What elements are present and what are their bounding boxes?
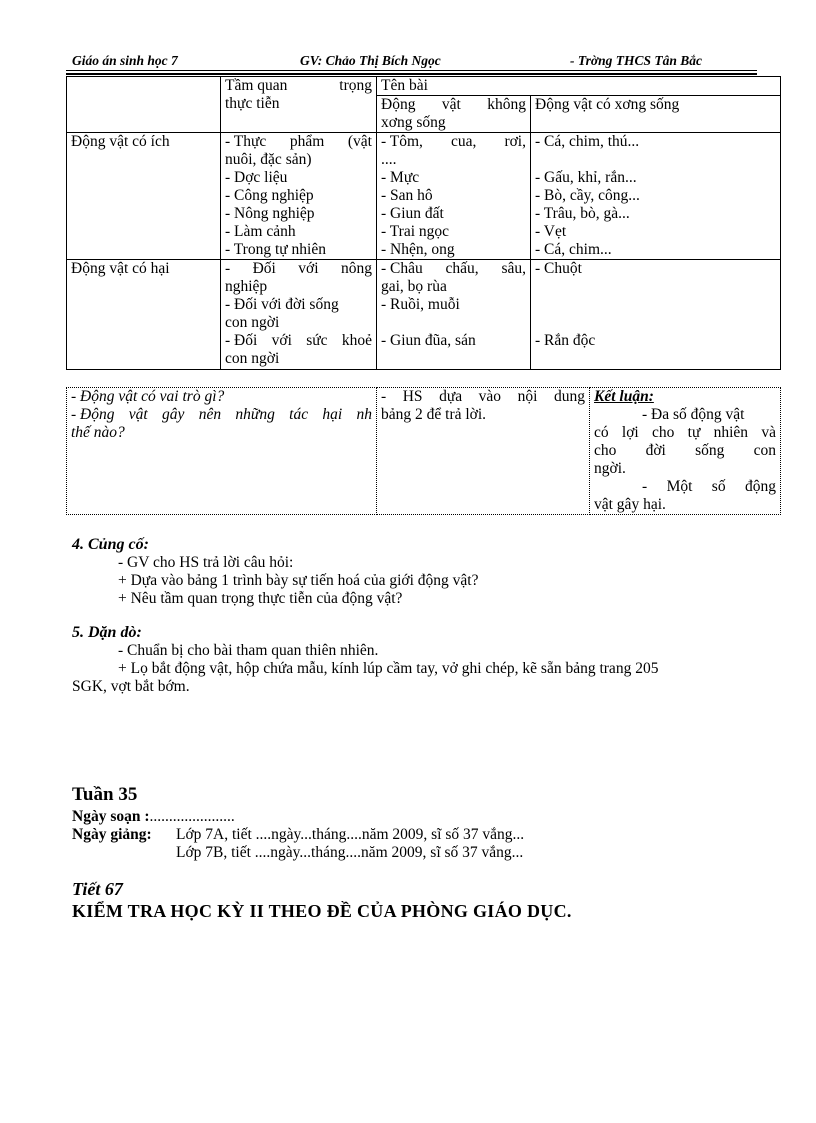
table-row: [67, 133, 781, 260]
section-dando-title: 5. Dặn dò:: [72, 624, 142, 641]
dando-line: - Chuẩn bị cho bài tham quan thiên nhiên.: [118, 642, 379, 659]
cungco-line: - GV cho HS trả lời câu hỏi:: [118, 554, 294, 571]
table-head-empty: [67, 77, 221, 133]
cungco-line: + Dựa vào bảng 1 trình bày sự tiến hoá của giới động vật?: [118, 572, 479, 589]
row-vertebrates: - Cá, chim, thú... - Gấu, khỉ, rắn... - Bò, cầy, công... - Trâu, bò, gà... - Vẹt - Cá, chim...: [531, 133, 781, 260]
row-vertebrates: - Chuột - Rắn độc: [531, 260, 781, 370]
table-head-vertebrates: Động vật có xơng sống: [531, 96, 781, 133]
activity-table: [66, 387, 781, 515]
student-answer: - HS dựa vào nội dung bảng 2 để trả lời.: [377, 388, 590, 515]
ngay-giang-line: Lớp 7A, tiết ....ngày...tháng....năm 2009, sĩ số 37 vắng...: [176, 826, 525, 843]
ngay-giang-line: Lớp 7B, tiết ....ngày...tháng....năm 2009, sĩ số 37 vắng...: [176, 844, 524, 861]
lesson-number: Tiết 67: [72, 879, 123, 899]
section-cungco-title: 4. Củng cố:: [72, 536, 149, 553]
header-left: Giáo án sinh học 7: [72, 53, 178, 68]
row-name: Động vật có ích: [67, 133, 221, 260]
dando-line: + Lọ bắt động vật, hộp chứa mẫu, kính lúp cầm tay, vở ghi chép, kẽ sẵn bảng trang 205: [118, 660, 659, 677]
teacher-questions: - Động vật có vai trò gì? - Động vật gây nên những tác hại nh thế nào?: [67, 388, 377, 515]
ngay-soan: Ngày soạn :......................: [72, 808, 235, 825]
page-header: [72, 52, 757, 72]
table-row: [67, 260, 781, 370]
header-right: - Trờng THCS Tân Bắc: [570, 53, 703, 68]
row-importance: - Thực phẩm (vật nuôi, đặc sản) - Dợc liệu - Công nghiệp - Nông nghiệp - Làm cảnh - Trong tự nhiên: [221, 133, 377, 260]
importance-table: [66, 76, 781, 370]
header-rule-thick: [66, 73, 757, 75]
row-invertebrates: - Tôm, cua, rơi, .... - Mực - San hô - Giun đất - Trai ngọc - Nhện, ong: [377, 133, 531, 260]
header-rule: [66, 70, 757, 71]
row-importance: - Đối với nông nghiệp - Đối với đời sống con ngời - Đối với sức khoẻ con ngời: [221, 260, 377, 370]
row-invertebrates: - Châu chấu, sâu, gai, bọ rùa - Ruồi, muỗi - Giun đũa, sán: [377, 260, 531, 370]
row-name: Động vật có hại: [67, 260, 221, 370]
lesson-subtitle: KIỂM TRA HỌC KỲ II THEO ĐỀ CỦA PHÒNG GIÁO DỤC.: [72, 901, 572, 921]
dando-line: SGK, vợt bắt bớm.: [72, 678, 190, 695]
header-center: GV: Chảo Thị Bích Ngọc: [300, 53, 441, 68]
table-head-importance: Tầm quan trọng thực tiễn: [221, 77, 377, 133]
cungco-line: + Nêu tầm quan trọng thực tiễn của động vật?: [118, 590, 403, 607]
table-head-lesson: Tên bài: [377, 77, 781, 96]
table-head-invertebrates: Động vật không xơng sống: [377, 96, 531, 133]
ngay-giang-label: Ngày giảng:: [72, 826, 152, 843]
week-title: Tuần 35: [72, 784, 138, 805]
conclusion: Kết luận: - Đa số động vật có lợi cho tự nhiên và cho đời sống con ngời. - Một số động vật gây hại.: [590, 388, 781, 515]
